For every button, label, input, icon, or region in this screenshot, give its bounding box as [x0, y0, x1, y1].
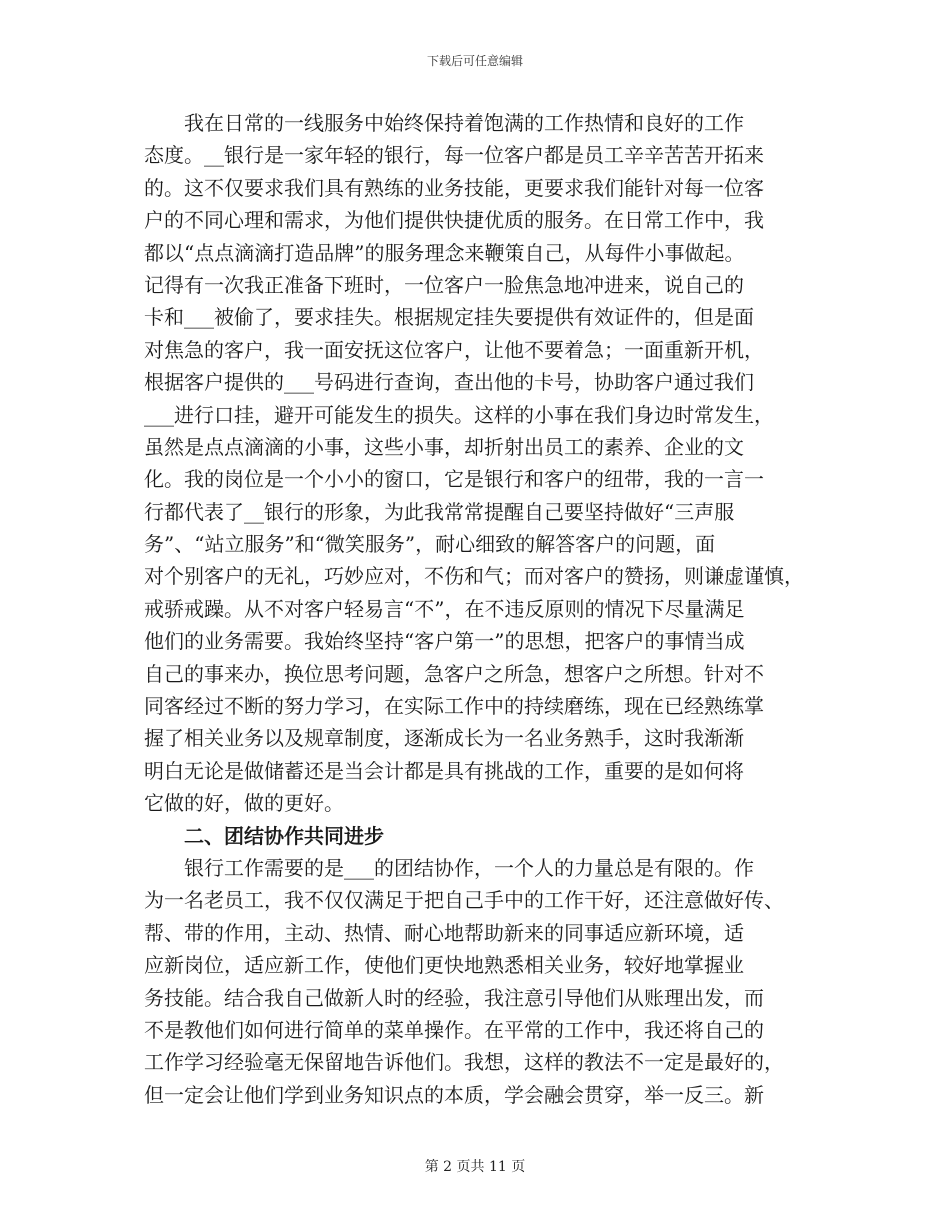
text-line: 工作学习经验毫无保留地告诉他们。我想，这样的教法不一定是最好的，	[144, 1050, 784, 1075]
text-line: 他们的业务需要。我始终坚持“客户第一”的思想，把客户的事情当成	[144, 629, 745, 654]
text-line: 明白无论是做储蓄还是当会计都是具有挑战的工作，重要的是如何将	[144, 758, 744, 783]
text-line: 卡和___被偷了，要求挂失。根据规定挂失要提供有效证件的，但是面	[144, 305, 754, 330]
page-footer: 第 2 页共 11 页	[424, 1159, 526, 1175]
text-line: 务技能。结合我自己做新人时的经验，我注意引导他们从账理出发，而	[144, 985, 764, 1010]
text-line: 握了相关业务以及规章制度，逐渐成长为一名业务熟手，这时我渐渐	[144, 726, 744, 751]
text-line: 态度。__银行是一家年轻的银行，每一位客户都是员工辛辛苦苦开拓来	[144, 143, 764, 168]
text-line: 戒骄戒躁。从不对客户轻易言“不”，在不违反原则的情况下尽量满足	[144, 596, 745, 621]
text-line: 我在日常的一线服务中始终保持着饱满的工作热情和良好的工作	[184, 111, 744, 135]
text-line: 记得有一次我正准备下班时，一位客户一脸焦急地冲进来，说自己的	[144, 272, 744, 297]
paragraph-1	[144, 107, 808, 820]
text-line: 对个别客户的无礼，巧妙应对，不伤和气；而对客户的赞扬，则谦虚谨慎，	[144, 564, 804, 589]
text-line: ___进行口挂，避开可能发生的损失。这样的小事在我们身边时常发生，	[144, 402, 774, 427]
text-line: 根据客户提供的___号码进行查询，查出他的卡号，协助客户通过我们	[144, 370, 754, 395]
text-line: 不是教他们如何进行简单的菜单操作。在平常的工作中，我还将自己的	[144, 1017, 764, 1042]
text-line: 自己的事来办，换位思考问题，急客户之所急，想客户之所想。针对不	[144, 661, 764, 686]
section-heading: 二、团结协作共同进步	[184, 823, 384, 848]
text-line: 帮、带的作用，主动、热情、耐心地帮助新来的同事适应新环境，适	[144, 920, 744, 945]
page-header: 下载后可任意编辑	[426, 54, 523, 68]
text-line: 都以“点点滴滴打造品牌”的服务理念来鞭策自己，从每件小事做起。	[144, 240, 745, 265]
text-line: 它做的好，做的更好。	[144, 791, 344, 816]
text-line: 户的不同心理和需求，为他们提供快捷优质的服务。在日常工作中，我	[144, 208, 764, 233]
paragraph-2	[144, 852, 808, 1111]
text-line: 同客经过不断的努力学习，在实际工作中的持续磨练，现在已经熟练掌	[144, 694, 764, 719]
text-line: 的。这不仅要求我们具有熟练的业务技能，更要求我们能针对每一位客	[144, 175, 764, 200]
text-line: 化。我的岗位是一个小小的窗口，它是银行和客户的纽带，我的一言一	[144, 467, 764, 492]
text-line: 银行工作需要的是___的团结协作，一个人的力量总是有限的。作	[184, 855, 754, 880]
text-line: 虽然是点点滴滴的小事，这些小事，却折射出员工的素养、企业的文	[144, 434, 744, 459]
document-body	[144, 107, 808, 1111]
text-line: 行都代表了__银行的形象，为此我常常提醒自己要坚持做好“三声服	[144, 499, 735, 524]
text-line: 但一定会让他们学到业务知识点的本质，学会融会贯穿，举一反三。新	[144, 1082, 764, 1107]
text-line: 对焦急的客户，我一面安抚这位客户，让他不要着急；一面重新开机，	[144, 337, 764, 362]
text-line: 务”、“站立服务”和“微笑服务”，耐心细致的解答客户的问题，面	[144, 532, 716, 557]
text-line: 应新岗位，适应新工作，使他们更快地熟悉相关业务，较好地掌握业	[144, 953, 744, 978]
text-line: 为一名老员工，我不仅仅满足于把自己手中的工作干好，还注意做好传、	[144, 888, 784, 913]
